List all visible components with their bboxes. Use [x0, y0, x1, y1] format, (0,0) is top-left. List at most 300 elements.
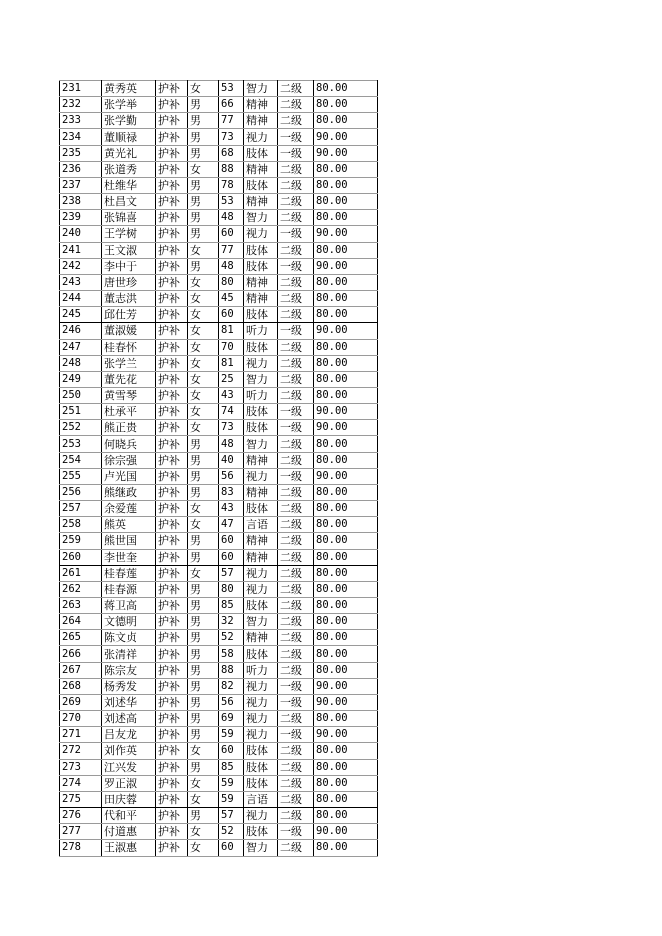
- row-number-cell[interactable]: 268: [60, 678, 102, 694]
- name-cell[interactable]: 王文淑: [102, 242, 156, 258]
- amount-cell[interactable]: 80.00: [314, 614, 378, 630]
- row-number-cell[interactable]: 251: [60, 404, 102, 420]
- row-number-cell[interactable]: 262: [60, 581, 102, 597]
- name-cell[interactable]: 王淑惠: [102, 840, 156, 856]
- gender-cell[interactable]: 女: [188, 355, 219, 371]
- gender-cell[interactable]: 男: [188, 549, 219, 565]
- row-number-cell[interactable]: 276: [60, 808, 102, 824]
- disability-level-cell[interactable]: 二级: [278, 565, 314, 581]
- name-cell[interactable]: 付道惠: [102, 824, 156, 840]
- disability-type-cell[interactable]: 视力: [244, 129, 278, 145]
- disability-level-cell[interactable]: 二级: [278, 97, 314, 113]
- disability-level-cell[interactable]: 二级: [278, 711, 314, 727]
- disability-type-cell[interactable]: 肢体: [244, 743, 278, 759]
- amount-cell[interactable]: 80.00: [314, 598, 378, 614]
- age-cell[interactable]: 74: [219, 404, 244, 420]
- amount-cell[interactable]: 90.00: [314, 145, 378, 161]
- name-cell[interactable]: 熊世国: [102, 533, 156, 549]
- disability-type-cell[interactable]: 智力: [244, 436, 278, 452]
- disability-level-cell[interactable]: 二级: [278, 452, 314, 468]
- gender-cell[interactable]: 男: [188, 646, 219, 662]
- age-cell[interactable]: 40: [219, 452, 244, 468]
- age-cell[interactable]: 70: [219, 339, 244, 355]
- age-cell[interactable]: 60: [219, 549, 244, 565]
- age-cell[interactable]: 82: [219, 678, 244, 694]
- disability-type-cell[interactable]: 视力: [244, 711, 278, 727]
- disability-type-cell[interactable]: 肢体: [244, 646, 278, 662]
- amount-cell[interactable]: 80.00: [314, 371, 378, 387]
- gender-cell[interactable]: 女: [188, 501, 219, 517]
- category-cell[interactable]: 护补: [156, 242, 188, 258]
- disability-type-cell[interactable]: 视力: [244, 468, 278, 484]
- age-cell[interactable]: 48: [219, 436, 244, 452]
- age-cell[interactable]: 56: [219, 468, 244, 484]
- disability-type-cell[interactable]: 智力: [244, 81, 278, 97]
- name-cell[interactable]: 黄秀英: [102, 81, 156, 97]
- category-cell[interactable]: 护补: [156, 808, 188, 824]
- age-cell[interactable]: 32: [219, 614, 244, 630]
- category-cell[interactable]: 护补: [156, 161, 188, 177]
- disability-level-cell[interactable]: 一级: [278, 323, 314, 339]
- age-cell[interactable]: 77: [219, 242, 244, 258]
- age-cell[interactable]: 73: [219, 420, 244, 436]
- amount-cell[interactable]: 90.00: [314, 678, 378, 694]
- disability-level-cell[interactable]: 一级: [278, 468, 314, 484]
- row-number-cell[interactable]: 272: [60, 743, 102, 759]
- category-cell[interactable]: 护补: [156, 274, 188, 290]
- disability-type-cell[interactable]: 精神: [244, 452, 278, 468]
- disability-level-cell[interactable]: 二级: [278, 598, 314, 614]
- gender-cell[interactable]: 男: [188, 662, 219, 678]
- disability-type-cell[interactable]: 肢体: [244, 307, 278, 323]
- gender-cell[interactable]: 男: [188, 226, 219, 242]
- category-cell[interactable]: 护补: [156, 824, 188, 840]
- amount-cell[interactable]: 80.00: [314, 274, 378, 290]
- row-number-cell[interactable]: 231: [60, 81, 102, 97]
- name-cell[interactable]: 田庆蓉: [102, 791, 156, 807]
- row-number-cell[interactable]: 253: [60, 436, 102, 452]
- gender-cell[interactable]: 男: [188, 598, 219, 614]
- amount-cell[interactable]: 80.00: [314, 840, 378, 856]
- age-cell[interactable]: 80: [219, 274, 244, 290]
- row-number-cell[interactable]: 273: [60, 759, 102, 775]
- name-cell[interactable]: 董志洪: [102, 291, 156, 307]
- row-number-cell[interactable]: 240: [60, 226, 102, 242]
- category-cell[interactable]: 护补: [156, 614, 188, 630]
- gender-cell[interactable]: 男: [188, 808, 219, 824]
- disability-level-cell[interactable]: 二级: [278, 808, 314, 824]
- disability-type-cell[interactable]: 精神: [244, 194, 278, 210]
- amount-cell[interactable]: 80.00: [314, 808, 378, 824]
- amount-cell[interactable]: 80.00: [314, 646, 378, 662]
- age-cell[interactable]: 81: [219, 323, 244, 339]
- disability-level-cell[interactable]: 二级: [278, 517, 314, 533]
- amount-cell[interactable]: 80.00: [314, 743, 378, 759]
- category-cell[interactable]: 护补: [156, 226, 188, 242]
- gender-cell[interactable]: 男: [188, 711, 219, 727]
- row-number-cell[interactable]: 270: [60, 711, 102, 727]
- name-cell[interactable]: 罗正淑: [102, 775, 156, 791]
- row-number-cell[interactable]: 278: [60, 840, 102, 856]
- age-cell[interactable]: 45: [219, 291, 244, 307]
- category-cell[interactable]: 护补: [156, 743, 188, 759]
- amount-cell[interactable]: 80.00: [314, 436, 378, 452]
- row-number-cell[interactable]: 232: [60, 97, 102, 113]
- disability-type-cell[interactable]: 精神: [244, 97, 278, 113]
- amount-cell[interactable]: 90.00: [314, 323, 378, 339]
- disability-type-cell[interactable]: 肢体: [244, 339, 278, 355]
- name-cell[interactable]: 桂春源: [102, 581, 156, 597]
- gender-cell[interactable]: 女: [188, 517, 219, 533]
- age-cell[interactable]: 48: [219, 258, 244, 274]
- age-cell[interactable]: 60: [219, 226, 244, 242]
- gender-cell[interactable]: 女: [188, 339, 219, 355]
- name-cell[interactable]: 陈文贞: [102, 630, 156, 646]
- amount-cell[interactable]: 80.00: [314, 565, 378, 581]
- age-cell[interactable]: 78: [219, 177, 244, 193]
- disability-type-cell[interactable]: 视力: [244, 355, 278, 371]
- category-cell[interactable]: 护补: [156, 727, 188, 743]
- amount-cell[interactable]: 80.00: [314, 517, 378, 533]
- name-cell[interactable]: 邱仕芳: [102, 307, 156, 323]
- name-cell[interactable]: 杜昌文: [102, 194, 156, 210]
- disability-type-cell[interactable]: 精神: [244, 161, 278, 177]
- disability-type-cell[interactable]: 肢体: [244, 258, 278, 274]
- age-cell[interactable]: 43: [219, 501, 244, 517]
- age-cell[interactable]: 52: [219, 824, 244, 840]
- age-cell[interactable]: 60: [219, 840, 244, 856]
- name-cell[interactable]: 董顺禄: [102, 129, 156, 145]
- gender-cell[interactable]: 男: [188, 97, 219, 113]
- age-cell[interactable]: 69: [219, 711, 244, 727]
- disability-type-cell[interactable]: 肢体: [244, 775, 278, 791]
- disability-type-cell[interactable]: 智力: [244, 371, 278, 387]
- disability-type-cell[interactable]: 精神: [244, 291, 278, 307]
- disability-level-cell[interactable]: 二级: [278, 549, 314, 565]
- row-number-cell[interactable]: 269: [60, 694, 102, 710]
- category-cell[interactable]: 护补: [156, 129, 188, 145]
- amount-cell[interactable]: 80.00: [314, 242, 378, 258]
- name-cell[interactable]: 黄雪琴: [102, 387, 156, 403]
- age-cell[interactable]: 68: [219, 145, 244, 161]
- gender-cell[interactable]: 男: [188, 484, 219, 500]
- row-number-cell[interactable]: 261: [60, 565, 102, 581]
- category-cell[interactable]: 护补: [156, 194, 188, 210]
- disability-level-cell[interactable]: 二级: [278, 81, 314, 97]
- disability-type-cell[interactable]: 肢体: [244, 598, 278, 614]
- disability-level-cell[interactable]: 二级: [278, 355, 314, 371]
- disability-type-cell[interactable]: 听力: [244, 323, 278, 339]
- name-cell[interactable]: 李中于: [102, 258, 156, 274]
- name-cell[interactable]: 文德明: [102, 614, 156, 630]
- age-cell[interactable]: 66: [219, 97, 244, 113]
- category-cell[interactable]: 护补: [156, 145, 188, 161]
- amount-cell[interactable]: 80.00: [314, 291, 378, 307]
- name-cell[interactable]: 董淑媛: [102, 323, 156, 339]
- name-cell[interactable]: 杜维华: [102, 177, 156, 193]
- category-cell[interactable]: 护补: [156, 291, 188, 307]
- row-number-cell[interactable]: 267: [60, 662, 102, 678]
- disability-level-cell[interactable]: 二级: [278, 113, 314, 129]
- amount-cell[interactable]: 80.00: [314, 307, 378, 323]
- gender-cell[interactable]: 男: [188, 129, 219, 145]
- gender-cell[interactable]: 女: [188, 291, 219, 307]
- age-cell[interactable]: 52: [219, 630, 244, 646]
- age-cell[interactable]: 73: [219, 129, 244, 145]
- row-number-cell[interactable]: 265: [60, 630, 102, 646]
- disability-type-cell[interactable]: 精神: [244, 533, 278, 549]
- name-cell[interactable]: 杨秀发: [102, 678, 156, 694]
- gender-cell[interactable]: 男: [188, 194, 219, 210]
- category-cell[interactable]: 护补: [156, 97, 188, 113]
- category-cell[interactable]: 护补: [156, 371, 188, 387]
- disability-level-cell[interactable]: 一级: [278, 145, 314, 161]
- name-cell[interactable]: 蒋卫高: [102, 598, 156, 614]
- gender-cell[interactable]: 女: [188, 371, 219, 387]
- gender-cell[interactable]: 女: [188, 791, 219, 807]
- name-cell[interactable]: 吕友龙: [102, 727, 156, 743]
- gender-cell[interactable]: 男: [188, 727, 219, 743]
- gender-cell[interactable]: 男: [188, 630, 219, 646]
- row-number-cell[interactable]: 256: [60, 484, 102, 500]
- category-cell[interactable]: 护补: [156, 258, 188, 274]
- disability-level-cell[interactable]: 二级: [278, 194, 314, 210]
- name-cell[interactable]: 唐世珍: [102, 274, 156, 290]
- row-number-cell[interactable]: 274: [60, 775, 102, 791]
- amount-cell[interactable]: 90.00: [314, 420, 378, 436]
- disability-type-cell[interactable]: 视力: [244, 678, 278, 694]
- gender-cell[interactable]: 男: [188, 177, 219, 193]
- gender-cell[interactable]: 女: [188, 242, 219, 258]
- name-cell[interactable]: 何晓兵: [102, 436, 156, 452]
- name-cell[interactable]: 卢光国: [102, 468, 156, 484]
- row-number-cell[interactable]: 246: [60, 323, 102, 339]
- row-number-cell[interactable]: 243: [60, 274, 102, 290]
- disability-type-cell[interactable]: 精神: [244, 549, 278, 565]
- disability-type-cell[interactable]: 视力: [244, 581, 278, 597]
- amount-cell[interactable]: 80.00: [314, 194, 378, 210]
- disability-level-cell[interactable]: 二级: [278, 210, 314, 226]
- amount-cell[interactable]: 90.00: [314, 824, 378, 840]
- gender-cell[interactable]: 男: [188, 145, 219, 161]
- category-cell[interactable]: 护补: [156, 501, 188, 517]
- category-cell[interactable]: 护补: [156, 533, 188, 549]
- disability-level-cell[interactable]: 二级: [278, 177, 314, 193]
- name-cell[interactable]: 董先花: [102, 371, 156, 387]
- amount-cell[interactable]: 80.00: [314, 775, 378, 791]
- amount-cell[interactable]: 80.00: [314, 355, 378, 371]
- disability-level-cell[interactable]: 二级: [278, 307, 314, 323]
- disability-type-cell[interactable]: 肢体: [244, 759, 278, 775]
- disability-type-cell[interactable]: 视力: [244, 694, 278, 710]
- name-cell[interactable]: 桂春莲: [102, 565, 156, 581]
- disability-level-cell[interactable]: 二级: [278, 759, 314, 775]
- amount-cell[interactable]: 80.00: [314, 339, 378, 355]
- category-cell[interactable]: 护补: [156, 452, 188, 468]
- disability-type-cell[interactable]: 肢体: [244, 404, 278, 420]
- name-cell[interactable]: 熊英: [102, 517, 156, 533]
- category-cell[interactable]: 护补: [156, 711, 188, 727]
- amount-cell[interactable]: 90.00: [314, 226, 378, 242]
- row-number-cell[interactable]: 250: [60, 387, 102, 403]
- category-cell[interactable]: 护补: [156, 678, 188, 694]
- amount-cell[interactable]: 80.00: [314, 113, 378, 129]
- amount-cell[interactable]: 80.00: [314, 484, 378, 500]
- disability-level-cell[interactable]: 一级: [278, 824, 314, 840]
- disability-level-cell[interactable]: 二级: [278, 291, 314, 307]
- age-cell[interactable]: 47: [219, 517, 244, 533]
- row-number-cell[interactable]: 242: [60, 258, 102, 274]
- category-cell[interactable]: 护补: [156, 436, 188, 452]
- age-cell[interactable]: 60: [219, 533, 244, 549]
- row-number-cell[interactable]: 260: [60, 549, 102, 565]
- category-cell[interactable]: 护补: [156, 468, 188, 484]
- gender-cell[interactable]: 男: [188, 694, 219, 710]
- disability-level-cell[interactable]: 一级: [278, 727, 314, 743]
- gender-cell[interactable]: 女: [188, 307, 219, 323]
- category-cell[interactable]: 护补: [156, 404, 188, 420]
- gender-cell[interactable]: 女: [188, 775, 219, 791]
- gender-cell[interactable]: 男: [188, 113, 219, 129]
- disability-level-cell[interactable]: 一级: [278, 129, 314, 145]
- age-cell[interactable]: 53: [219, 194, 244, 210]
- disability-level-cell[interactable]: 二级: [278, 533, 314, 549]
- disability-type-cell[interactable]: 听力: [244, 387, 278, 403]
- disability-type-cell[interactable]: 言语: [244, 517, 278, 533]
- disability-level-cell[interactable]: 二级: [278, 630, 314, 646]
- age-cell[interactable]: 57: [219, 808, 244, 824]
- amount-cell[interactable]: 80.00: [314, 711, 378, 727]
- row-number-cell[interactable]: 234: [60, 129, 102, 145]
- name-cell[interactable]: 刘作英: [102, 743, 156, 759]
- name-cell[interactable]: 熊继政: [102, 484, 156, 500]
- amount-cell[interactable]: 80.00: [314, 581, 378, 597]
- amount-cell[interactable]: 80.00: [314, 81, 378, 97]
- row-number-cell[interactable]: 245: [60, 307, 102, 323]
- category-cell[interactable]: 护补: [156, 646, 188, 662]
- gender-cell[interactable]: 男: [188, 533, 219, 549]
- disability-level-cell[interactable]: 一级: [278, 678, 314, 694]
- name-cell[interactable]: 余爱莲: [102, 501, 156, 517]
- amount-cell[interactable]: 80.00: [314, 452, 378, 468]
- disability-level-cell[interactable]: 二级: [278, 242, 314, 258]
- name-cell[interactable]: 代和平: [102, 808, 156, 824]
- disability-type-cell[interactable]: 听力: [244, 662, 278, 678]
- age-cell[interactable]: 88: [219, 662, 244, 678]
- age-cell[interactable]: 88: [219, 161, 244, 177]
- disability-level-cell[interactable]: 一级: [278, 404, 314, 420]
- row-number-cell[interactable]: 264: [60, 614, 102, 630]
- gender-cell[interactable]: 男: [188, 210, 219, 226]
- name-cell[interactable]: 张学勤: [102, 113, 156, 129]
- disability-type-cell[interactable]: 视力: [244, 565, 278, 581]
- age-cell[interactable]: 81: [219, 355, 244, 371]
- category-cell[interactable]: 护补: [156, 662, 188, 678]
- amount-cell[interactable]: 80.00: [314, 161, 378, 177]
- row-number-cell[interactable]: 266: [60, 646, 102, 662]
- age-cell[interactable]: 56: [219, 694, 244, 710]
- name-cell[interactable]: 熊正贵: [102, 420, 156, 436]
- name-cell[interactable]: 陈宗友: [102, 662, 156, 678]
- row-number-cell[interactable]: 254: [60, 452, 102, 468]
- disability-level-cell[interactable]: 二级: [278, 501, 314, 517]
- disability-type-cell[interactable]: 视力: [244, 808, 278, 824]
- row-number-cell[interactable]: 248: [60, 355, 102, 371]
- disability-type-cell[interactable]: 精神: [244, 484, 278, 500]
- category-cell[interactable]: 护补: [156, 791, 188, 807]
- name-cell[interactable]: 张学兰: [102, 355, 156, 371]
- category-cell[interactable]: 护补: [156, 581, 188, 597]
- disability-level-cell[interactable]: 一级: [278, 420, 314, 436]
- name-cell[interactable]: 张道秀: [102, 161, 156, 177]
- category-cell[interactable]: 护补: [156, 177, 188, 193]
- age-cell[interactable]: 25: [219, 371, 244, 387]
- disability-level-cell[interactable]: 二级: [278, 662, 314, 678]
- category-cell[interactable]: 护补: [156, 759, 188, 775]
- amount-cell[interactable]: 80.00: [314, 662, 378, 678]
- category-cell[interactable]: 护补: [156, 517, 188, 533]
- gender-cell[interactable]: 女: [188, 565, 219, 581]
- age-cell[interactable]: 60: [219, 307, 244, 323]
- category-cell[interactable]: 护补: [156, 420, 188, 436]
- age-cell[interactable]: 59: [219, 727, 244, 743]
- row-number-cell[interactable]: 263: [60, 598, 102, 614]
- gender-cell[interactable]: 女: [188, 743, 219, 759]
- disability-type-cell[interactable]: 肢体: [244, 420, 278, 436]
- gender-cell[interactable]: 女: [188, 387, 219, 403]
- amount-cell[interactable]: 80.00: [314, 97, 378, 113]
- amount-cell[interactable]: 80.00: [314, 210, 378, 226]
- category-cell[interactable]: 护补: [156, 210, 188, 226]
- name-cell[interactable]: 刘述华: [102, 694, 156, 710]
- row-number-cell[interactable]: 271: [60, 727, 102, 743]
- name-cell[interactable]: 徐宗强: [102, 452, 156, 468]
- disability-level-cell[interactable]: 二级: [278, 840, 314, 856]
- disability-level-cell[interactable]: 二级: [278, 387, 314, 403]
- amount-cell[interactable]: 90.00: [314, 129, 378, 145]
- amount-cell[interactable]: 80.00: [314, 177, 378, 193]
- name-cell[interactable]: 张清祥: [102, 646, 156, 662]
- category-cell[interactable]: 护补: [156, 355, 188, 371]
- name-cell[interactable]: 王学树: [102, 226, 156, 242]
- row-number-cell[interactable]: 239: [60, 210, 102, 226]
- name-cell[interactable]: 刘述高: [102, 711, 156, 727]
- age-cell[interactable]: 43: [219, 387, 244, 403]
- category-cell[interactable]: 护补: [156, 630, 188, 646]
- category-cell[interactable]: 护补: [156, 484, 188, 500]
- disability-type-cell[interactable]: 智力: [244, 614, 278, 630]
- disability-level-cell[interactable]: 二级: [278, 436, 314, 452]
- category-cell[interactable]: 护补: [156, 694, 188, 710]
- row-number-cell[interactable]: 237: [60, 177, 102, 193]
- disability-type-cell[interactable]: 肢体: [244, 824, 278, 840]
- category-cell[interactable]: 护补: [156, 339, 188, 355]
- gender-cell[interactable]: 男: [188, 678, 219, 694]
- age-cell[interactable]: 83: [219, 484, 244, 500]
- category-cell[interactable]: 护补: [156, 323, 188, 339]
- row-number-cell[interactable]: 236: [60, 161, 102, 177]
- row-number-cell[interactable]: 238: [60, 194, 102, 210]
- amount-cell[interactable]: 80.00: [314, 501, 378, 517]
- age-cell[interactable]: 48: [219, 210, 244, 226]
- gender-cell[interactable]: 女: [188, 840, 219, 856]
- gender-cell[interactable]: 女: [188, 404, 219, 420]
- age-cell[interactable]: 77: [219, 113, 244, 129]
- row-number-cell[interactable]: 241: [60, 242, 102, 258]
- row-number-cell[interactable]: 277: [60, 824, 102, 840]
- age-cell[interactable]: 53: [219, 81, 244, 97]
- age-cell[interactable]: 59: [219, 791, 244, 807]
